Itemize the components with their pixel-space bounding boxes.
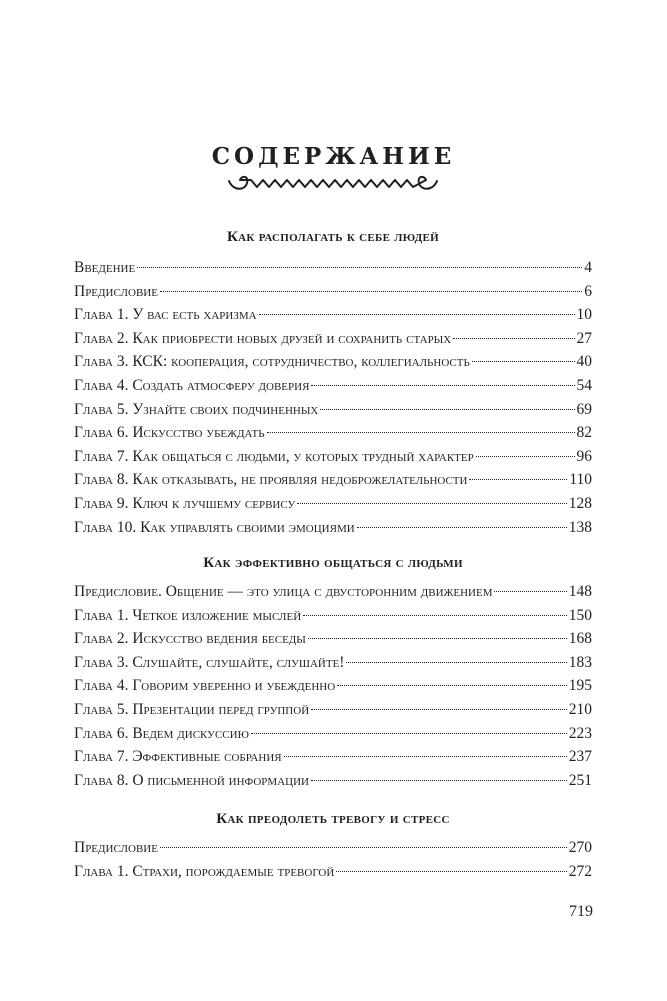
section-heading: Как располагать к себе людей [226, 229, 440, 245]
toc-entry-page: 270 [568, 839, 592, 856]
toc-entry[interactable] [74, 698, 592, 722]
leader-dots [357, 523, 567, 528]
toc-entry[interactable] [74, 860, 592, 884]
toc-entry[interactable] [74, 516, 592, 540]
toc-entry[interactable] [74, 769, 592, 793]
toc-entry[interactable] [74, 374, 592, 398]
toc-entry-page: 96 [576, 447, 592, 465]
toc-entry-label: Глава 2. Как приобрести новых друзей и сохранить старых [74, 329, 452, 347]
toc-entry[interactable] [74, 421, 592, 445]
toc-entry-label: Глава 5. Презентации перед группой [74, 700, 310, 718]
toc-entry[interactable] [74, 445, 592, 469]
toc-entry-page: 4 [584, 259, 592, 276]
leader-dots [311, 705, 567, 710]
toc-entry[interactable] [74, 651, 592, 675]
leader-dots [251, 729, 567, 734]
toc-entry[interactable] [74, 327, 592, 351]
toc-entry[interactable] [74, 350, 592, 374]
toc-entry-label: Глава 1. У вас есть харизма [74, 306, 257, 324]
toc-entry[interactable] [74, 674, 592, 698]
toc-entry-label: Глава 2. Искусство ведения беседы [74, 630, 306, 648]
toc-entry-page: 272 [568, 862, 592, 880]
toc-entry-page: 168 [568, 630, 592, 648]
toc-entry-label: Глава 7. Эффективные собрания [74, 748, 282, 766]
toc-entry-label: Предисловие [74, 839, 158, 856]
toc-entry-label: Глава 8. О письменной информации [74, 771, 309, 789]
leader-dots [476, 452, 575, 457]
toc-entry-label: Глава 9. Ключ к лучшему сервису [74, 494, 296, 512]
toc-entry-page: 69 [576, 400, 592, 418]
toc-entry-page: 110 [569, 471, 592, 489]
toc-entry-label: Глава 7. Как общаться с людьми, у которых трудный характер [74, 447, 474, 465]
toc-entry-label: Предисловие [74, 282, 158, 300]
toc-entry[interactable] [74, 280, 592, 304]
page-title: СОДЕРЖАНИЕ [211, 143, 456, 170]
toc-entry[interactable] [74, 303, 592, 327]
section-heading: Как эффективно общаться с людьми [203, 555, 463, 571]
leader-dots [259, 310, 575, 315]
toc-entry[interactable] [74, 836, 592, 860]
leader-dots [469, 475, 567, 480]
toc-entry-page: 6 [584, 282, 592, 300]
toc-entry-page: 223 [568, 724, 592, 742]
leader-dots [311, 776, 567, 781]
toc-entry[interactable] [74, 604, 592, 628]
toc-entry-label: Глава 4. Создать атмосферу доверия [74, 376, 310, 394]
leader-dots [160, 287, 582, 292]
toc-entry-label: Глава 6. Искусство убеждать [74, 424, 265, 442]
toc-entry-page: 27 [576, 329, 592, 347]
toc-entry-label: Глава 10. Как управлять своими эмоциями [74, 518, 355, 536]
toc-entry-label: Глава 3. КСК: кооперация, сотрудничество, коллегиальность [74, 353, 470, 371]
toc-list [74, 836, 592, 883]
leader-dots [336, 867, 566, 872]
toc-entry-label: Глава 4. Говорим уверенно и убежденно [74, 677, 336, 695]
leader-dots [320, 405, 574, 410]
toc-entry-page: 183 [568, 653, 592, 671]
toc-entry-page: 82 [576, 424, 592, 442]
toc-entry[interactable] [74, 627, 592, 651]
toc-list [74, 580, 592, 792]
toc-entry[interactable] [74, 492, 592, 516]
toc-entry[interactable] [74, 745, 592, 769]
toc-entry-page: 54 [576, 376, 592, 394]
leader-dots [303, 611, 567, 616]
leader-dots [453, 334, 574, 339]
toc-entry[interactable] [74, 256, 592, 280]
leader-dots [308, 634, 567, 639]
toc-entry-page: 210 [568, 700, 592, 718]
leader-dots [337, 681, 567, 686]
toc-entry-page: 40 [576, 353, 592, 371]
toc-entry-label: Введение [74, 259, 136, 276]
toc-entry-page: 148 [568, 583, 592, 600]
leader-dots [137, 263, 582, 268]
wave-ornament-icon [227, 172, 439, 194]
leader-dots [284, 752, 567, 757]
toc-list [74, 256, 592, 539]
toc-entry[interactable] [74, 580, 592, 604]
leader-dots [311, 381, 574, 386]
toc-entry-label: Предисловие. Общение — это улица с двусторонним движением [74, 583, 493, 600]
toc-entry-label: Глава 3. Слушайте, слушайте, слушайте! [74, 653, 345, 671]
toc-entry-page: 195 [568, 677, 592, 695]
section-heading: Как преодолеть тревогу и стресс [216, 811, 450, 827]
page-number: 719 [569, 903, 593, 920]
toc-entry-label: Глава 6. Ведем дискуссию [74, 724, 249, 742]
toc-entry-label: Глава 1. Четкое изложение мыслей [74, 606, 302, 624]
toc-entry[interactable] [74, 722, 592, 746]
toc-entry-page: 128 [568, 494, 592, 512]
toc-entry-page: 138 [568, 518, 592, 536]
toc-entry-label: Глава 1. Страхи, порождаемые тревогой [74, 862, 335, 880]
toc-entry-page: 237 [568, 748, 592, 766]
toc-entry-label: Глава 8. Как отказывать, не проявляя недоброжелательности [74, 471, 468, 489]
leader-dots [297, 499, 566, 504]
toc-entry-page: 150 [568, 606, 592, 624]
leader-dots [267, 428, 575, 433]
toc-entry[interactable] [74, 398, 592, 422]
leader-dots [494, 587, 566, 592]
leader-dots [472, 357, 575, 362]
leader-dots [160, 843, 567, 848]
toc-entry-page: 251 [568, 771, 592, 789]
toc-entry-label: Глава 5. Узнайте своих подчиненных [74, 400, 319, 418]
toc-entry[interactable] [74, 468, 592, 492]
toc-entry-page: 10 [576, 306, 592, 324]
leader-dots [346, 658, 566, 663]
